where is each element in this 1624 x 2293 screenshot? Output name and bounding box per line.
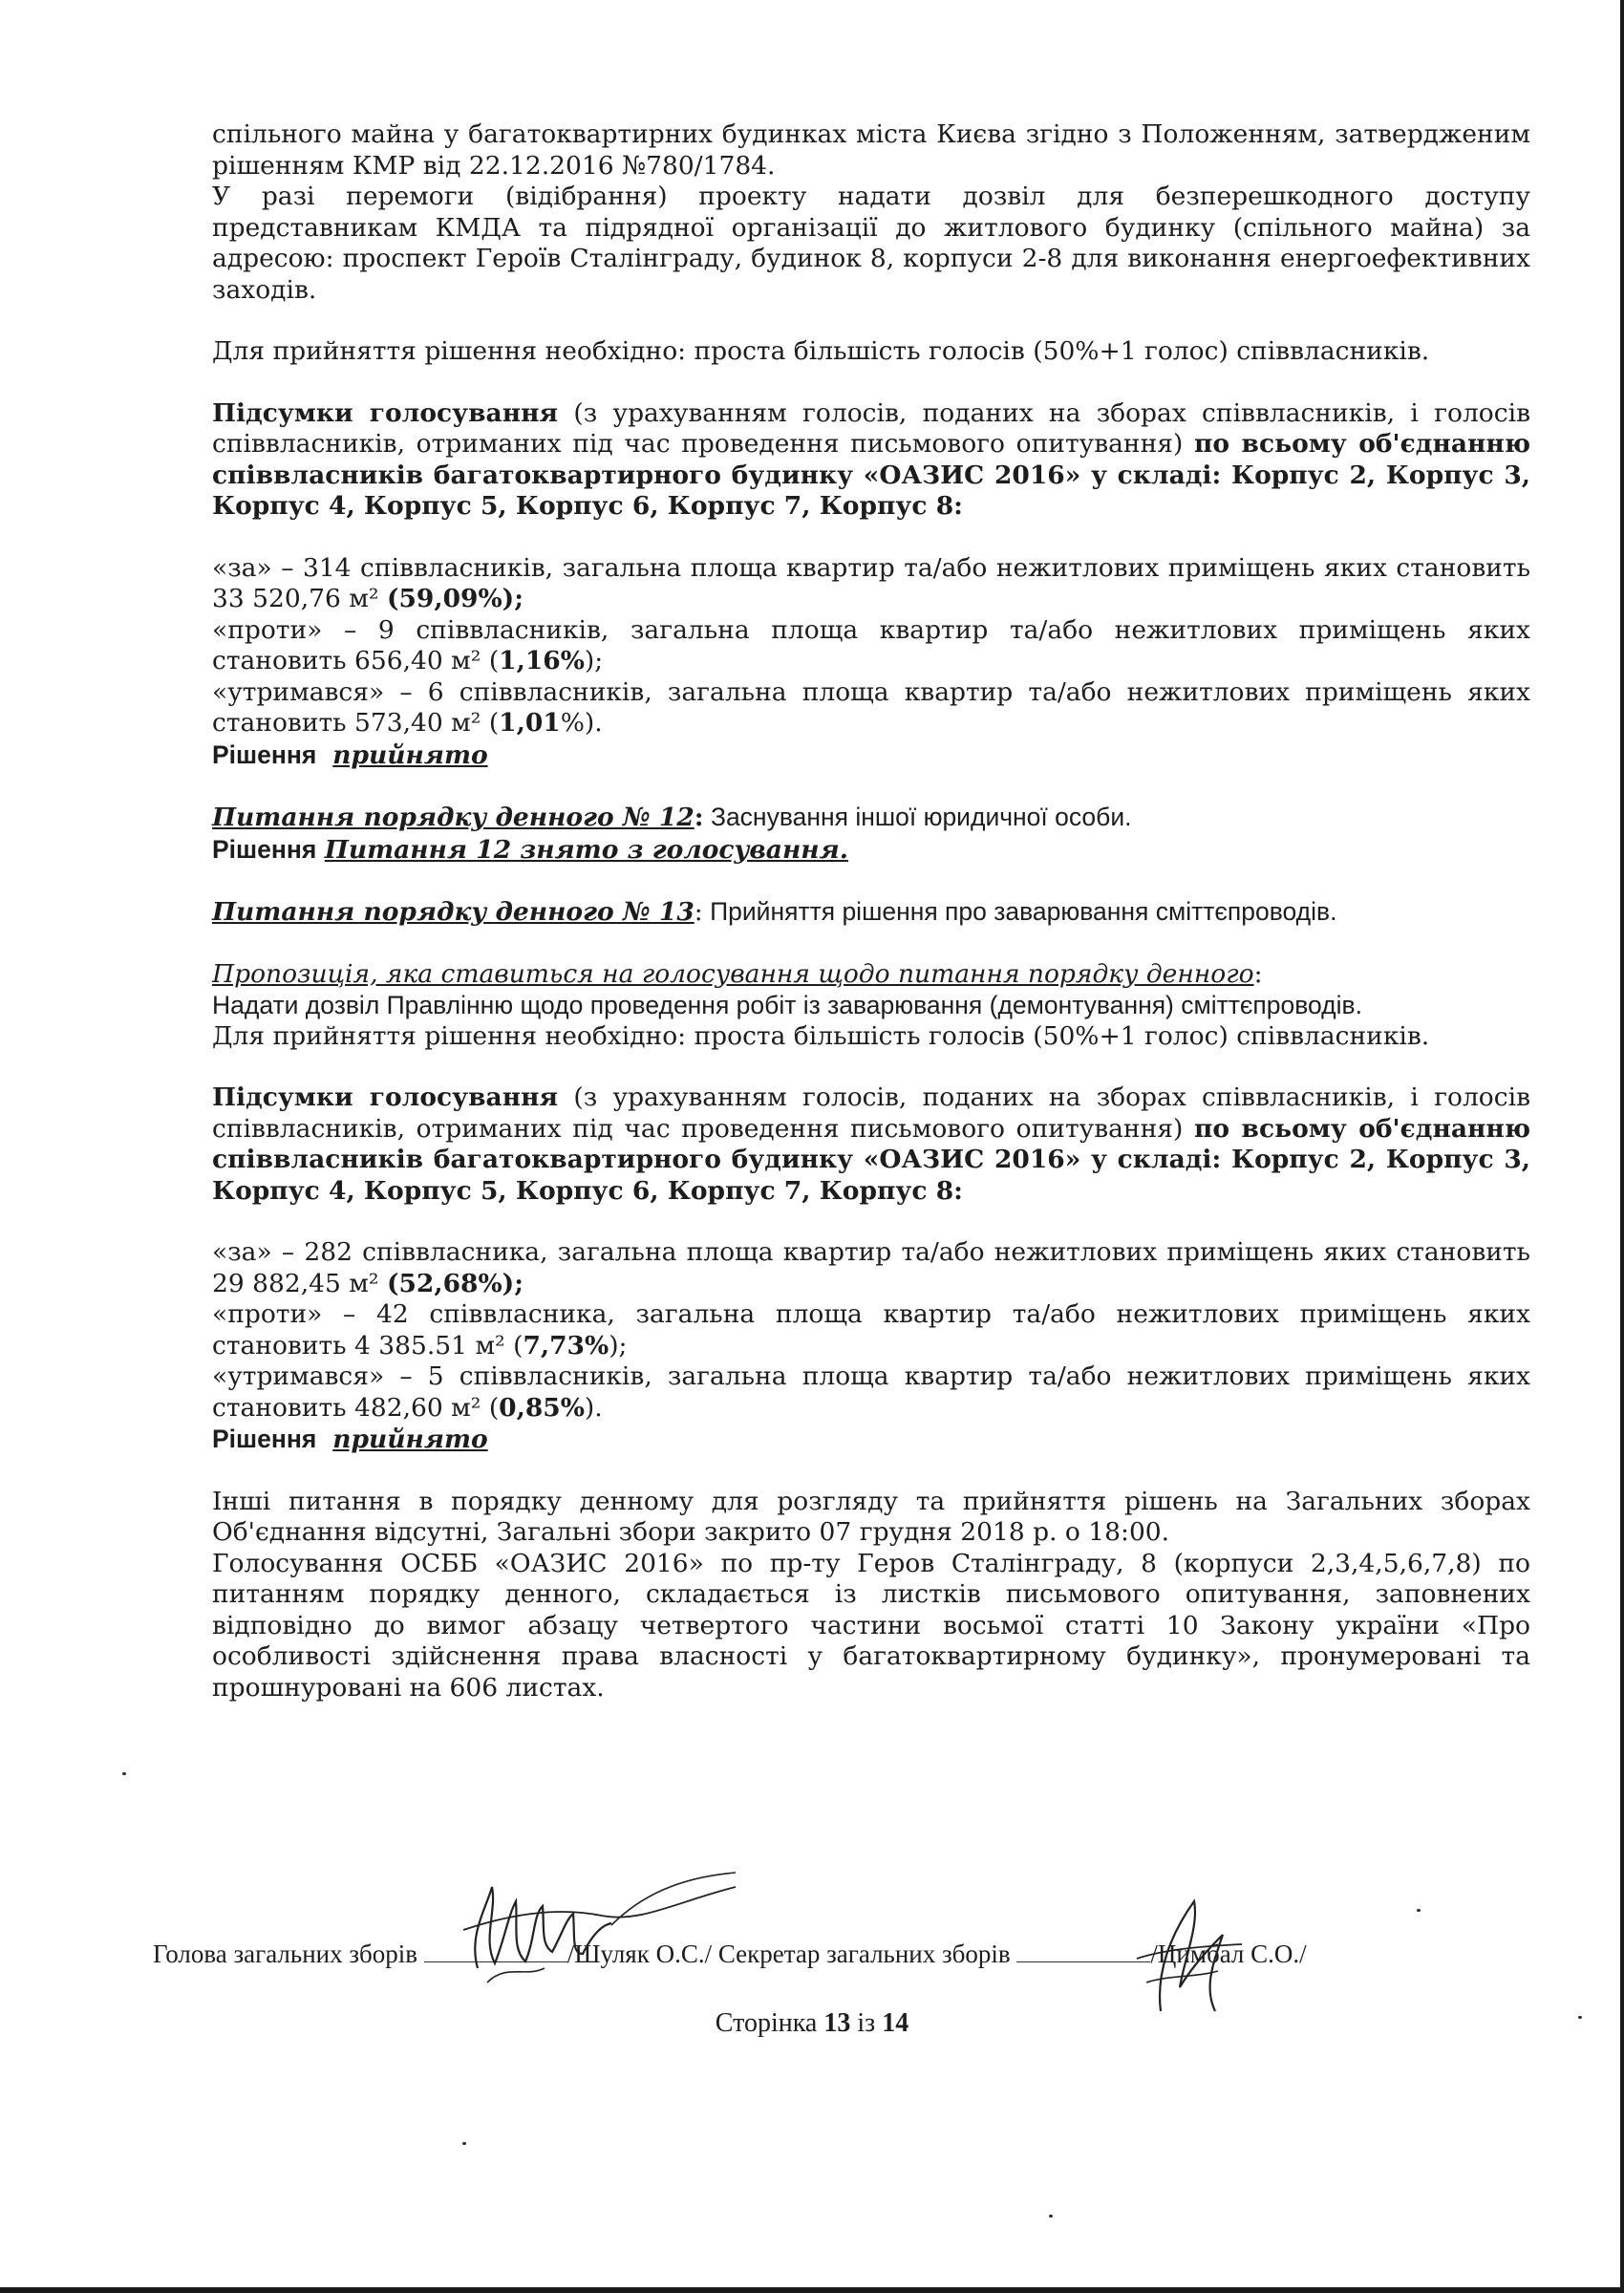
- document-body: [212, 119, 1530, 1704]
- agenda-item-13: Питання порядку денного № 13: Прийняття рішення про заварювання сміттєпроводів.: [212, 897, 1337, 927]
- voting-results-header-2: Підсумки голосування (з урахуванням голосів, поданих на зборах співвласників, і голосів співвласників, отриманих під час проведення письмового опитування) по всьому об'єднанню співвласників багатоквартирного будинку «ОАЗИС 2016» у складі: Корпус 2, Корпус 3, Корпус 4, Корпус 5, Корпус 6, Корпус 7, Корпус 8:: [212, 1082, 1530, 1206]
- page-edge-right: [1620, 0, 1624, 2293]
- closing-paragraph-2: Голосування ОСББ «ОАЗИС 2016» по пр-ту Геров Сталінграду, 8 (корпуси 2,3,4,5,6,7,8) по питанням порядку денного, складається із листків письмового опитування, заповнених відповідно до вимог абзацу четвертого частини восьмої статті 10 Закону україни «Про особливості здійснення права власності у багатоквартирному будинку», пронумеровані та прошнуровані на 606 листах.: [212, 1548, 1530, 1703]
- secretary-signature-image: [1127, 1868, 1251, 2030]
- paragraph-continuation: спільного майна у багатоквартирних будинках міста Києва згідно з Положенням, затвердженим рішенням КМР від 22.12.2016 №780/1784.: [212, 119, 1530, 181]
- secretary-name: /Цимбал С.О./: [1150, 1939, 1307, 1968]
- scan-speck: [1049, 2215, 1053, 2218]
- voting-results-header-1: Підсумки голосування (з урахуванням голосів, поданих на зборах співвласників, і голосів співвласників, отриманих під час проведення письмового опитування) по всьому об'єднанню співвласників багатоквартирного будинку «ОАЗИС 2016» у складі: Корпус 2, Корпус 3, Корпус 4, Корпус 5, Корпус 6, Корпус 7, Корпус 8:: [212, 397, 1530, 521]
- majority-13: Для прийняття рішення необхідно: проста більшість голосів (50%+1 голос) співвласників.: [212, 1020, 1430, 1051]
- paragraph-access-permission: У разі перемоги (відібрання) проекту надати дозвіл для безперешкодного доступу представникам КМДА та підрядної організації до житлового будинку (спільного майна) за адресою: проспект Героїв Сталінграду, будинок 8, корпуси 2-8 для виконання енергоефективних заходів.: [212, 182, 1530, 305]
- agenda-item-12: Питання порядку денного № 12: Заснування іншої юридичної особи.: [212, 803, 1132, 832]
- vote-for-2: «за» – 282 співвласника, загальна площа квартир та/або нежитлових приміщень яких становить 29 882,45 м² (52,68%);: [212, 1237, 1530, 1298]
- decision-13: Рішення прийнято: [212, 1425, 488, 1454]
- chair-label: Голова загальних зборів: [153, 1939, 418, 1968]
- page-edge-bottom: [0, 2287, 1624, 2293]
- decision-1: Рішення прийнято: [212, 739, 488, 770]
- vote-abstain-2: «утримався» – 5 співвласників, загальна площа квартир та/або нежитлових приміщень яких становить 482,60 м² (0,85%).: [212, 1361, 1530, 1423]
- closing-paragraph-1: Інші питання в порядку денному для розгляду та прийняття рішень на Загальних зборах Об'єднання відсутні, Загальні збори закрито 07 грудня 2018 р. о 18:00.: [212, 1486, 1530, 1547]
- decision-12: Рішення Питання 12 знято з голосування.: [212, 834, 848, 865]
- scan-speck: [1417, 1909, 1421, 1912]
- proposal-13: Пропозиція, яка ставиться на голосування щодо питання порядку денного:: [212, 958, 1263, 989]
- chair-signature-image: [449, 1849, 755, 1992]
- signature-line: [153, 1939, 1509, 1969]
- paragraph-majority-requirement: Для прийняття рішення необхідно: проста більшість голосів (50%+1 голос) співвласників.: [212, 336, 1430, 366]
- page-number: Сторінка 13 із 14: [715, 2008, 909, 2038]
- scan-speck: [462, 2142, 466, 2145]
- scan-speck: [122, 1772, 126, 1775]
- vote-against-2: «проти» – 42 співвласника, загальна площа квартир та/або нежитлових приміщень яких становить 4 385.51 м² (7,73%);: [212, 1299, 1530, 1361]
- chair-name: /Шуляк О.С./: [566, 1939, 713, 1968]
- secretary-label: Секретар загальних зборів: [717, 1939, 1011, 1968]
- vote-against-1: «проти» – 9 співвласників, загальна площа квартир та/або нежитлових приміщень яких становить 656,40 м² (1,16%);: [212, 614, 1530, 675]
- vote-for-1: «за» – 314 співвласників, загальна площа квартир та/або нежитлових приміщень яких становить 33 520,76 м² (59,09%);: [212, 552, 1530, 613]
- vote-abstain-1: «утримався» – 6 співвласників, загальна площа квартир та/або нежитлових приміщень яких становить 573,40 м² (1,01%).: [212, 676, 1530, 738]
- proposal-13-text: Надати дозвіл Правлінню щодо проведення робіт із заварювання (демонтування) сміттєпроводів.: [212, 991, 1362, 1019]
